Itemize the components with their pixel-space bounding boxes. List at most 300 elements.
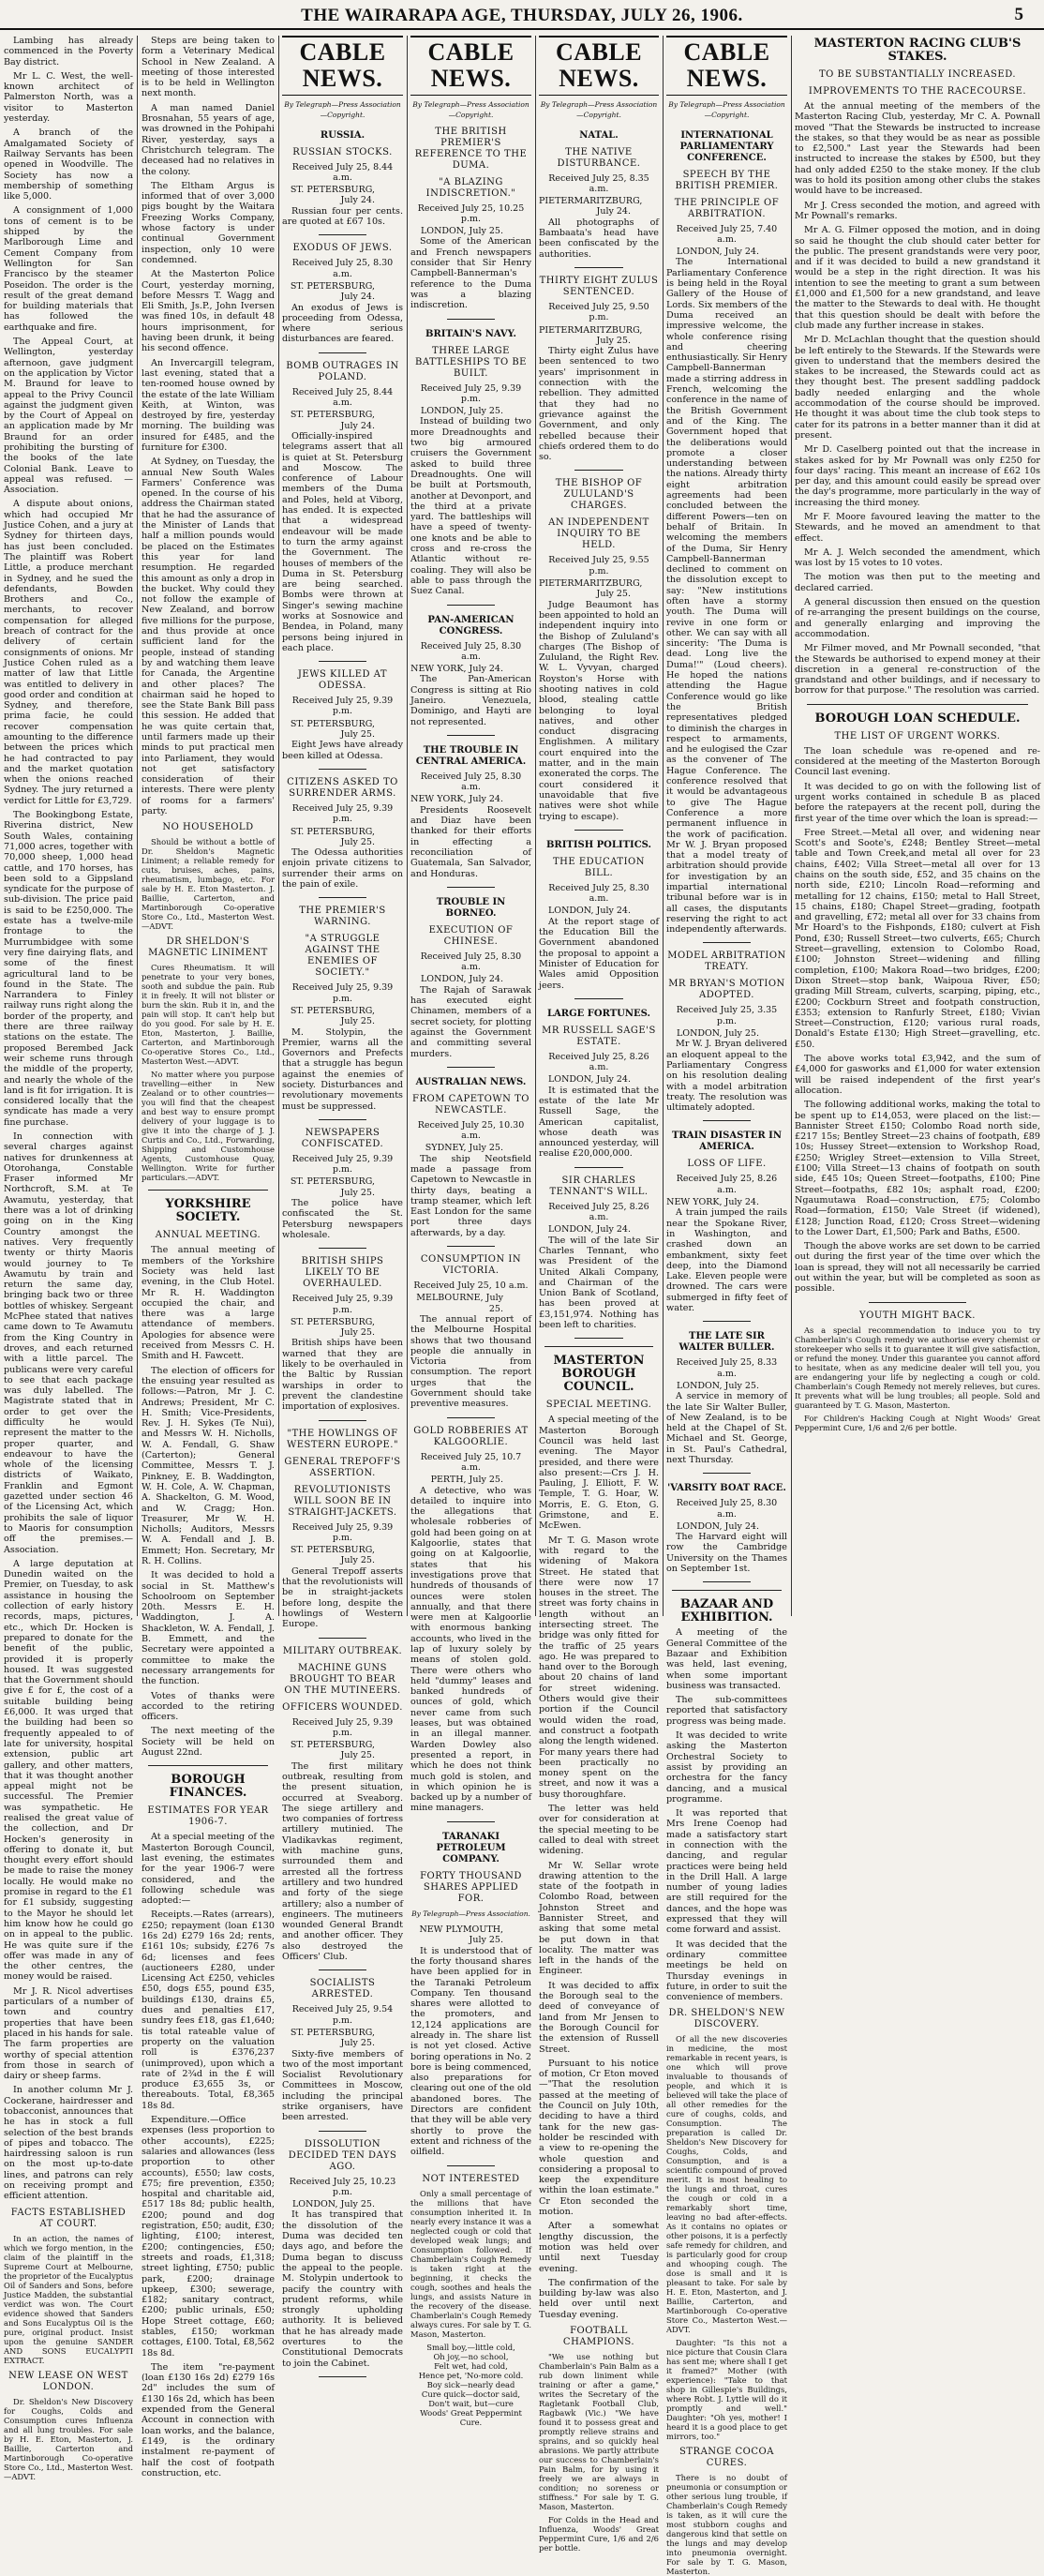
column-3 [282,36,403,2369]
news-paragraph: At the Masterton Police Court, yesterday morning, before Messrs T. Wagg and Eli Smith, Js.P., John Iversen was fined 10s, in default 48 hours imprisonment, for having been drunk, it being his second offence. [142,269,275,354]
verse-line: Small boy,—little cold, [426,2342,515,2352]
place-dateline: ST. PETERSBURG, July 24. [290,410,375,431]
place-dateline: LONDON, July 24. [676,1520,759,1532]
divider [574,267,622,268]
advt-text: For Colds in the Head and Influenza, Woods' Great Peppermint Cure, 1/6 and 2/6 per bottle. [539,2514,659,2553]
news-paragraph: It was decided to go on with the following list of urgent works contained in schedule B as placed before the ratepayers at the recent poll, during the first year of the time over which the loan is spread:— [795,781,1040,824]
byline: By Telegraph—Press Association. [411,1909,530,1918]
divider [703,1473,752,1474]
received-dateline: Received July 25, 8.30 a.m. [420,771,522,793]
cable-text: The International Parliamentary Conference is being held in the Royal Gallery of the House of Lords. Six members of the Duma received an impressive welcome, the whole conference rising and cheering enthusiastically. Sir Henry Campbell-Bannerman made a stirring address in French, welcoming the conference in the name of the British Government and of the King. The Government hoped that the deliberations would promote a closer understanding between the nations. Already thirty eight arbitration agreements had been concluded between the different Powers—ten on behalf of Britain. In welcoming the members of the Duma, Sir Henry Campbell-Bannerman declined to comment on the dissolution except to say: "New institutions often have a stormy youth. The Duma will revive in one form or other. We can say with all sincerity: 'The Duma is dead. Long live the Duma!'" (Loud cheers). He hoped the nations attending the Hague Conference would go like the British representatives pledged to diminish the charges in respect to armaments, and he eulogised the Czar as the convener of The Hague Conference. The conference resolved that it would be advantageous to give The Hague Conference a more permanent influence in the work of pacification. Mr W. J. Bryan proposed that a model treaty of arbitration should provide for investigation by an impartial international tribunal before war is in all cases, the disputants reserving the right to act independently afterwards. [666,257,787,936]
divider [319,1969,367,1970]
cable-subheading: EXECUTION OF CHINESE. [428,924,514,947]
cable-text: The will of the late Sir Charles Tennant, who was President of the United Alkali Company, and Chairman of the Union Bank of Scotland, has been proved at £3,151,974. Nothing has been left to charities. [539,1235,659,1331]
news-paragraph: The motion was then put to the meeting and declared carried. [795,572,1040,593]
finances-paragraphs [142,1832,275,2479]
advt-text: For Children's Hacking Cough at Night Woods' Great Peppermint Cure, 1/6 and 2/6 per bottle. [795,1413,1040,1432]
news-paragraph: Mr Filmer moved, and Mr Pownall seconded, "that the Stewards be authorised to expend money at their discretion in a general re-construction of the grandstand and other buildings, and if necessary to borrow for that purpose." The resolution was carried. [795,643,1040,696]
place-dateline: LONDON, July 25. [676,1028,759,1040]
cable-subheading: RUSSIAN STOCKS. [292,146,393,157]
place-dateline: LONDON, July 24. [547,906,631,917]
place-dateline: LONDON, July 24. [420,974,503,985]
advt-heading: STRANGE COCOA CURES. [679,2447,774,2469]
cable-subheading: GOLD ROBBERIES AT KALGOORLIE. [413,1425,529,1447]
divider [447,1246,496,1247]
divider [319,1420,367,1421]
place-dateline: ST. PETERSBURG, July 25. [290,1176,375,1198]
cable-text: The Rajah of Sarawak has executed eight Chinamen, members of a secret society, for plotting against the Government and committing several murders. [410,984,531,1059]
place-dateline: PIETERMARITZBURG, July 24. [539,196,643,217]
news-paragraph: Mr A. G. Filmer opposed the motion, and in doing so said he thought the club should cater better for the public. The present grandstands were very poor, and if it was decided to build a new grandstand it would be a step in the right direction. It was his intention to see the meeting to grant a sum between £1,000 and £1,500 for a new grandstand, and leave the matter to the Stewards to deal with. He thought that this question should be dealt with before the club made any further increase in stakes. [795,225,1040,331]
received-dateline: Received July 25, 10 a.m. [413,1281,529,1292]
news-paragraph: The sub-committees reported that satisfactory progress was being made. [666,1695,787,1727]
section-heading: MASTERTON BOROUGH COUNCIL. [553,1354,645,1395]
cable-subheading: "THE HOWLINGS OF WESTERN EUROPE." [286,1428,399,1450]
news-paragraph: Though the above works are set down to be carried out during the first year of the time over which the loan is spread, they will not all necessarily be carried out within the year, but will be completed as soon as possible. [795,1241,1040,1295]
byline: By Telegraph—Press Association—Copyright. [540,100,658,120]
advt-text: Of all the new discoveries in medicine, the most remarkable in recent years, is one which will prove invaluable to thousands of people, and which it is believed will take the place of all other remedies for the cure of coughs, colds, and Consumption. The preparation is called Dr. Sheldon's New Discovery for Coughs, Colds, and Consumption, and is a scientific compound of proved merit. It is most healing to the lungs and throat, cures the cough or cold in a remarkably short time, leaving no bad after-effects. As it contains no opiates or other poisons, it is a perfectly safe remedy for children, and is particularly good for croup and whooping cough. The dose is small and it is pleasant to take. For sale by H. E. Eton, Masterton, and J. Baillie, Carterton, and Martinborough Co-operative Store Co., Masterton West.—ADVT. [666,2034,787,2335]
divider [869,1302,967,1303]
cable-subheading: THE BISHOP OF ZULULAND'S CHARGES. [555,478,643,512]
place-dateline: ST. PETERSBURG, July 24. [290,280,375,303]
cable-text: Eight Jews have already been killed at Odessa. [282,740,403,761]
news-paragraph: At a special meeting of the Masterton Borough Council, last evening, the estimates for the year 1906-7 were considered, and the following schedule was adopted:— [142,1832,275,1907]
news-paragraph: The confirmation of the building by-law was also held over until next Tuesday evening. [539,2277,659,2320]
received-dateline: Received July 25, 8.44 a.m. [291,161,394,183]
cable-subheading: CITIZENS ASKED TO SURRENDER ARMS. [287,776,398,799]
bazaar-paragraphs [666,1627,787,2002]
cable-subheading: THE NATIVE DISTURBANCE. [557,146,641,169]
news-paragraph: Mr J. R. Nicol advertises particulars of a number of town and country properties that have been placed in his hands for sale. The farm properties are worthy of special attention from those in search of dairy or sheep farms. [4,1985,133,2082]
received-dateline: Received July 25, 8.26 a.m. [548,1051,649,1073]
received-dateline: Received July 25, 9.39 p.m. [291,982,394,1004]
place-dateline: ST. PETERSBURG, July 25. [290,1545,375,1566]
cable-heading: BRITAIN'S NAVY. [425,328,516,339]
divider [447,1417,496,1418]
section-subheading: THE LIST OF URGENT WORKS. [834,730,1001,741]
news-paragraph: A general discussion then ensued on the question of re-arranging the present buildings on the course, and generally enlarging and improving the accommodation. [795,597,1040,639]
news-paragraph: The item "re-payment (loan £130 16s 2d) £279 16s 2d" includes the sum of £130 16s 2d, which has been expended from the General Account in connection with loan works, and the balance, £149, is the ordinary instalment re-payment of half the cost of footpath construction, etc. [142,2361,275,2479]
column-rule [535,36,536,1616]
cable-heading: LARGE FORTUNES. [547,1008,650,1019]
cable-subheading: OFFICERS WOUNDED. [282,1701,403,1713]
advt-text: As a special recommendation to induce you to try Chamberlain's Cough remedy we authorise every chemist or storekeeper who sells it to guarantee it will give satisfaction, or refund the money. Under this guarantee you cannot afford to hesitate, when as any medicine dealer will tell you, you are endangering your life by neglecting a cough or cold. Chamberlain's Cough Remedy not merely relieves, but cures. It prevents what will be lung troubles; all people. Sold and guaranteed by T. G. Mason, Masterton. [795,1325,1040,1410]
advt-text: In an action, the names of which we forgo mention, in the claim of the plaintiff in the Supreme Court at Melbourne, the proprietor of the Eucalyptus Oil of Sanders and Sons, before Justice Madden, the substantial verdict was won. The Court evidence showed that Sanders and Sons Eucalyptus Oil is the pure, original product. Insist upon the genuine SANDER AND SONS EUCALYPTI EXTRACT. [4,2233,133,2365]
news-paragraph: The Appeal Court, at Wellington, yesterday afternoon, gave judgment on the application by Victor M. Braund for leave to appeal to the Privy Council against the judgment given by the Court of Appeal on an application made by Mr Braund for an order prohibiting the bursting of the books of the late Colonial Bank. Leave to appeal was refused. —Association. [4,337,133,496]
byline: By Telegraph—Press Association—Copyright. [284,100,401,120]
verse-line: Cure quick—doctor said, [421,2389,521,2399]
news-paragraph: Mr T. G. Mason wrote with regard to the widening of Makora Street. He stated that there were now 17 houses in the street. The street was forty chains in length without an intersecting street. The bridge was only fitted for the traffic of 25 years ago. He was prepared to hand over to the Borough about 20 chains of land for street widening. Others would give their portion if the Council would widen the road, and construct a footpath along the length widened. For many years there had been practically no money spent on the street, and now it was a busy thoroughfare. [539,1535,659,1800]
cable-text: General Trepoff asserts that the revolutionists will be in straight-jackets before long, despite the howlings of Western Europe. [282,1565,403,1630]
cable-text: British ships have been warned that they are likely to be overhauled in the Baltic by Russian warships in order to prevent the clandestine importation of explosives. [282,1338,403,1413]
place-dateline: LONDON, July 25. [676,1380,759,1391]
news-paragraph: Mr D. McLachlan thought that the question should be left entirely to the Stewards. If the Stewards were given to understand that the members desired the stakes to be increased, the Stewards could act as they thought best. The present saddling paddock badly needed enlarging and the whole accommodation of the course should be improved. He thought it was about time the club took steps to cater for its patrons in a better manner than it did at present. [795,335,1040,441]
advt-heading: NOT INTERESTED [422,2173,520,2184]
divider [319,1638,367,1639]
cable-blocks [410,127,531,2166]
received-dateline: Received July 25, 8.30 a.m. [676,1498,778,1520]
news-paragraph: It was reported that Mrs Irene Coenop had made a satisfactory start in connection with the dancing, and regular practices were being held in the Drill Hall. A large number of young ladies are still required for the dances, and the hope was expressed that they will come forward and assist. [666,1808,787,1936]
cable-text: M. Stolypin, the Premier, warns all the Governors and Prefects that a struggle has begun against the enemies of society. Disturbances and revolutionary movements must be suppressed. [282,1026,403,1112]
news-paragraph: It was decided to write asking the Masterton Orchestral Society to assist by providing an orchestra for the fancy dancing, and a musical programme. [666,1730,787,1805]
cable-subheading: DISSOLUTION DECIDED TEN DAYS AGO. [288,2138,397,2172]
news-paragraph: An Invercargill telegram, last evening, stated that a ten-roomed house owned by the estate of the late William Keith, at Winton, was destroyed by fire, yesterday morning. The building was insured for £485, and the furniture for £300. [142,357,275,453]
news-paragraph: The Eltham Argus is informed that of over 3,000 pigs bought by the Waitara Freezing Works Company, whose factory is under continual Government inspection, only 10 were condemned. [142,180,275,265]
news-paragraph: It was decided to hold a social in St. Matthew's Schoolroom on September 20th. Messrs E. H. Waddington, J. A. Shackleton, W. A. Fendall, J. B. Emmett, and the Secretary were appointed a committee to make the necessary arrangements for the function. [142,1570,275,1687]
cable-text: Thirty eight Zulus have been sentenced to two years' imprisonment in connection with the rebellion. They admitted that they had no grievance against the Government, and only rebelled because their chiefs ordered them to do so. [539,346,659,463]
divider [447,1821,496,1822]
divider [319,234,367,235]
column-rule [137,36,138,1616]
cable-text: Sixty-five members of two of the most important Socialist Revolutionary Committees in Moscow, including the principal strike organisers, have been arrested. [282,2048,403,2123]
verse-line: Don't wait, but—cure [428,2398,514,2408]
cable-heading: TRAIN DISASTER IN AMERICA. [671,1131,783,1153]
received-dateline: Received July 25, 10.7 a.m. [420,1451,522,1473]
received-dateline: Received July 25, 8.30 a.m. [420,951,522,973]
place-dateline: ST. PETERSBURG, July 25. [290,718,375,741]
place-dateline: ST. PETERSBURG, July 25. [290,826,375,847]
cable-text: Some of the American and French newspapers consider that Sir Henry Campbell-Bannerman's reference to the Duma was a blazing indiscretion. [410,236,531,311]
news-paragraph: After a somewhat lengthy discussion, the motion was held over until next Tuesday evening. [539,2221,659,2274]
news-paragraph: A consignment of 1,000 tons of cement is to be shipped by the Marlborough Lime and Cement Company from Wellington for San Francisco by the steamer Poseidon. The order is the result of the great demand for building materials that has followed the earthquake and fire. [4,205,133,333]
news-paragraph: A special meeting of the Masterton Borough Council was held last evening. The Mayor presided, and there were also present:—Crs J. H. Pauling, J. Elliott, F. W. Temple, T. G. Hoar, W. Morris, E. G. Eton, G. Grimstone, and E. McEwen. [539,1415,659,1532]
place-dateline: ST. PETERSBURG, July 24. [290,185,375,206]
advt-text: There is no doubt of pneumonia or consumption or other serious lung trouble, if Chamberlain's Cough Remedy is taken, as it will cure the most stubborn coughs and dangerous kind that settle on the lungs and may develop into pneumonia overnight. For sale by T. G. Mason, Masterton. [666,2473,787,2576]
cable-text: Mr W. J. Bryan delivered an eloquent appeal to the Parliamentary Congress on his resolution dealing with a model arbitration treaty. The resolution was ultimately adopted. [666,1039,787,1114]
news-paragraph: Mr A. J. Welch seconded the amendment, which was lost by 15 votes to 10 votes. [795,547,1040,569]
cable-text: It is understood that of the forty thousand shares have been applied for in the Taranaki Petroleum Company. Ten thousand shares were allotted to the promoters, and 12,124 applications are already in. The share list is not yet closed. Active boring operations in No. 2 bore is being commenced, also preparations for clearing out one of the old abandoned bores. The Directors are confident that they will be able very shortly to prove the extent and richness of the oilfield. [410,1945,531,2158]
cable-subheading: MODEL ARBITRATION TREATY. [667,951,786,973]
cable-news-title: CABLE NEWS. [410,36,531,96]
advt-text: "We use nothing but Chamberlain's Pain Balm as a rub down liniment while training or after a game," writes the Secretary of the Ragletank Football Club, Ragbawk (Vic.) "We have found it to possess great and promptly relieve strains and sprains, and so quickly heal abrasions. We partly attribute our success to Chamberlain's Pain Balm, for by using it freely we are always in condition; no soreness or stiffness." For sale by T. G. Mason, Masterton. [539,2351,659,2511]
news-paragraph: It was decided that the ordinary committee meetings be held on Thursday evenings in future, in order to suit the convenience of members. [666,1939,787,2003]
news-paragraph: A large deputation at Dunedin waited on the Premier, on Tuesday, to ask assistance in housing the collection of early history records, maps, pictures, etc., which Dr. Hocken is prepared to donate for the benefit of the public, provided it is properly housed. It was suggested that the Government should give £ for £, the cost of a suitable building being £6,000. It was urged that the building had been so frequently appealed to of late for university, hospital extension, public art gallery, and other matters, that it was thought another appeal might not be successful. The Premier was sympathetic. He realised the great value of the collection, and Dr Hocken's generosity in offering to donate it, but thought every effort should be made to raise the money locally. He would make no promise in regard to the £1 for £1 subsidy, suggesting to the Mayor he should let him know how he could go on in appeal to the public. He was quite sure if the offer was made in any of the other centres, the money would be raised. [4,1558,133,1983]
cable-subheading: FROM CAPETOWN TO NEWCASTLE. [412,1093,529,1116]
news-paragraph: Mr D. Caselberg pointed out that the increase in stakes asked for by Mr Pownall was only £250 for four days' racing. This meant an increase of £62 10s per day, and this amount could easily be spread over the day's programme, more particularly in the way of increasing the third money. [795,444,1040,508]
divider [703,1120,752,1121]
cable-text: The ship Neotsfield made a passage from Capetown to Newcastle in thirty days, beating a tramp steamer, which left East London for the same port three days afterwards, by a day. [410,1153,531,1238]
section-heading: MASTERTON RACING CLUB'S STAKES. [813,37,1022,64]
section-heading: YORKSHIRE SOCIETY. [165,1197,251,1225]
divider [447,1067,496,1068]
cable-text: An exodus of Jews is proceeding from Odessa, where serious disturbances are feared. [282,302,403,345]
news-paragraph: A dispute about onions, which had occupied Mr Justice Cohen, and a jury at Sydney for thirteen days, has just been concluded. The plaintiff was Robert Little, a produce merchant in Sydney, and he sued the defendants, Bowden Brothers and Co., merchants, to recover compensation for alleged breach of contract for the delivery of certain consignments of onions. Mr Justice Cohen ruled as a matter of law that Little was entitled to delivery in good order and condition at Sydney, and therefore, prima facie, he could recover compensation amounting to the difference between the prices which he had contracted to pay and the market quotation when the onions reached Sydney. The jury returned a verdict for Little for £3,729. [4,499,133,806]
news-paragraph: At the annual meeting of the members of the Masterton Racing Club, yesterday, Mr C. A. Pownall moved "That the Stewards be instructed to increase the stakes, so that they would be as near as possible to £2,500." Last year the Stewards had been instructed to increase the stakes by £500, but they had only added £250 to the stake money. If the club was to hold its position among other clubs the stakes would have to be increased. [795,101,1040,197]
cable-subheading: THE PRINCIPLE OF ARBITRATION. [674,197,780,219]
cable-text: The first military outbreak, resulting from the present situation, occurred at Sveaborg. The siege artillery and two companies of fortress artillery mutinied. The Vladikavkas regiment, with machine guns, surrounded them and arrested all the fortress artillery and two hundred and forty of the siege artillery; also a number of engineers. The mutineers wounded General Brandt and another officer. They also destroyed the Officers' Club. [282,1760,403,1963]
cable-subheading: GENERAL TREPOFF'S ASSERTION. [284,1456,401,1478]
section-subheading: SPECIAL MEETING. [545,1400,652,1411]
advt-heading: FACTS ESTABLISHED AT COURT. [10,2207,127,2229]
received-dateline: Received July 25, 9.39 p.m. [420,382,522,404]
verse-line: Felt wet, had cold, [434,2360,508,2371]
cable-subheading: SPEECH BY THE BRITISH PREMIER. [675,169,779,191]
section-subheading: ANNUAL MEETING. [155,1230,261,1241]
racing-paragraphs [795,101,1040,696]
verse-line: Hence pet, 'No-more cold. [418,2370,524,2380]
section-heading: BOROUGH FINANCES. [169,1773,247,1801]
advt-text: Dr. Sheldon's New Discovery for Coughs, Colds and Consumption cures Influenza and all lung troubles. For sale by H. E. Eton, Masterton, J. Baillie, Carterton and Martinborough Co-operative Store Co., Ltd., Masterton West.—ADVT. [4,2396,133,2481]
cable-heading: PAN-AMERICAN CONGRESS. [427,614,515,637]
received-dateline: Received July 25, 8.30 a.m. [420,640,522,662]
cable-heading: TARANAKI PETROLEUM COMPANY. [436,1831,506,1865]
place-dateline: NEW PLYMOUTH, July 25. [419,1925,503,1946]
received-dateline: Received July 25, 9.39 p.m. [291,696,394,717]
cable-news-title: CABLE NEWS. [539,36,659,96]
divider [574,470,622,471]
byline: By Telegraph—Press Association—Copyright. [412,100,529,120]
place-dateline: LONDON, July 25. [420,226,503,237]
divider [319,1119,367,1120]
cable-subheading: MR BRYAN'S MOTION ADOPTED. [668,979,785,1001]
divider [319,769,367,770]
news-paragraph: The letter was held over for consideration at the special meeting to be called to deal with street widening. [539,1804,659,1857]
place-dateline: ST. PETERSBURG, July 25. [290,1005,375,1027]
received-dateline: Received July 25, 9.39 p.m. [291,1153,394,1176]
cable-subheading: BRITISH SHIPS LIKELY TO BE OVERHAULED. [301,1256,384,1290]
cable-text: It has transpired that the dissolution of the Duma was decided ten days ago, and before the Duma began to discuss the appeal to the people. M. Stolypin undertook to pacify the country with prudent reforms, while strongly upholding authority. It is believed that he has already made overtures to the Constitutional Democrats to join the Cabinet. [282,2209,403,2369]
cable-text: Instead of building two more Dreadnoughts and two big armoured cruisers the Government asked to build three Dreadnoughts. One will be built at Portsmouth, another at Devonport, and the third at a private yard. The battleships will have a speed of twenty-one knots and be able to cross and re-cross the Atlantic without re-coaling. They will also be able to pass through the Suez Canal. [410,416,531,597]
news-paragraph: Expenditure.—Office expenses (less proportion to other accounts), £225; salaries and allowances (less proportion to other accounts), £550; law costs, £75; fire prevention, £350; hospital and charitable aid, £517 18s 8d; public health, £200; pound and dog registration, £50; audit, £30; lighting, £100; interest, £200; contingencies, £50; streets and roads, £1,318; street lighting, £750; public park, £200; drainage upkeep, £300; sewerage, £182; sanitary contract, £200; public urinals, £50; Hope Street cottage, £60; stables, £150; workman cottages, £100. Total, £8,562 18s 8d. [142,2115,275,2359]
divider [703,1321,752,1322]
place-dateline: ST. PETERSBURG, July 25. [290,1740,375,1761]
verse-line: Woods' Great Peppermint Cure. [420,2407,522,2427]
cable-subheading: SIR CHARLES TENNANT'S WILL. [549,1175,649,1197]
section-subheading: ESTIMATES FOR YEAR 1906-7. [147,1805,269,1828]
cable-text: A train jumped the rails near the Spokane River, in Washington, and crashed down an embankment, sixty feet deep, into the Diamond Lake. Eleven people were drowned. The cars were submerged in fifty feet of water. [666,1207,787,1314]
verse [410,2343,531,2427]
cable-heading: INTERNATIONAL PARLIAMENTARY CONFERENCE. [679,129,774,163]
divider [319,897,367,898]
received-dateline: Received July 25, 10.23 p.m. [289,2176,396,2197]
cable-text: Presidents Roosevelt and Diaz have been thanked for their efforts in effecting a reconciliation of Guatemala, San Salvador, and Honduras. [410,804,531,879]
cable-text: The Harvard eight will row the Cambridge University on the Thames on September 1st. [666,1532,787,1575]
news-paragraph: Mr J. Cress seconded the motion, and agreed with Mr Pownall's remarks. [795,200,1040,221]
news-paragraph: A meeting of the General Committee of the Bazaar and Exhibition was held, last evening, when some important business was transacted. [666,1627,787,1691]
received-dateline: Received July 25, 8.35 a.m. [548,172,649,194]
column-rule [407,36,408,1616]
cable-subheading: THE BRITISH PREMIER'S REFERENCE TO THE DUMA. [414,126,528,171]
cable-subheading: THREE LARGE BATTLESHIPS TO BE BUILT. [415,345,527,379]
cable-heading: BRITISH POLITICS. [545,839,652,850]
place-dateline: NEW YORK, July 24. [666,1197,759,1208]
cable-heading: RUSSIA. [320,129,365,141]
news-paragraph: The above works total £3,942, and the sum of £4,000 for gasworks and £1,000 for water extension will be raised independent of the first year's allocation. [795,1054,1040,1096]
cable-subheading: REVOLUTIONISTS WILL SOON BE IN STRAIGHT-JACKETS. [288,1484,397,1518]
news-paragraph: A man named Daniel Brosnahan, 55 years of age, was drowned in the Pohipahi River, yesterday, says a Christchurch telegram. The deceased had no relatives in the colony. [142,102,275,177]
verse-line: Boy sick—nearly dead [426,2379,515,2389]
council-paragraphs [539,1415,659,2320]
received-dateline: Received July 25, 7.40 a.m. [676,223,778,245]
received-dateline: Received July 25, 9.39 p.m. [291,1294,394,1315]
news-paragraph: Receipts.—Rates (arrears), £250; repayment (loan £130 16s 2d) £279 16s 2d; rents, £161 10s; subsidy, £276 7s 6d; licenses and fees (auctioneers £280, under Licensing Act £250, vehicles £50, dogs £55, pound £35, buildings £130, drains £5, dues and penalties £17, sundry fees £18, gas £1,640; tis total rateable value of property on the valuation roll is £376,237 (unimproved), upon which a rate of 2¾d in the £ will produce £3,655 3s, or thereabouts. Total, £8,365 18s 8d. [142,1910,275,2111]
cable-subheading: EXODUS OF JEWS. [292,243,393,254]
received-dateline: Received July 25, 9.39 p.m. [291,1716,394,1738]
divider [703,1581,752,1582]
divider [574,830,622,831]
place-dateline: PIETERMARITZBURG, July 25. [539,324,643,346]
advt-text: No matter where you purpose travelling—either in New Zealand or to other countries—you will find that the cheapest and best way to ensure prompt delivery of your luggage is to give it into the charge of J. J. Curtis and Co., Ltd., Forwarding, Shipping and Customhouse Agents, Customhouse Quay, Wellington. Write for further particulars.—ADVT. [142,1070,275,1183]
news-paragraph: It was decided to affix the Borough seal to the deed of conveyance of land from Mr Jensen to the Borough Council for the extension of Russell Street. [539,1980,659,2055]
cable-text: It is estimated that the estate of the late Mr Russell Sage, the American capitalist, whose death was announced yesterday, will realise £20,000,000. [539,1085,659,1160]
divider [148,1190,268,1191]
section-heading: BAZAAR AND EXHIBITION. [679,1597,774,1625]
received-dateline: Received July 25, 8.26 a.m. [548,1201,649,1223]
verse-line: Oh joy,—no school, [433,2351,509,2361]
local-news-paragraphs [4,36,133,2202]
column-2 [142,36,275,2479]
received-dateline: Received July 25, 3.35 p.m. [676,1005,778,1026]
cable-subheading: CONSUMPTION IN VICTORIA. [420,1254,522,1277]
news-paragraph: Votes of thanks were accorded to the retiring officers. [142,1690,275,1723]
place-dateline: ST. PETERSBURG, July 25. [290,1316,375,1339]
received-dateline: Received July 25, 9.39 p.m. [291,1521,394,1543]
place-dateline: LONDON, July 24. [547,1224,631,1236]
section-subheading: TO BE SUBSTANTIALLY INCREASED. [818,69,1017,80]
cable-text: A detective, who was detailed to inquire into the allegations that wholesale robberies of gold had been going on at Kalgoorlie, states that going on at Kalgoorlie, states that his investigations prove that hundreds of thousands of ounces were stolen annually, and that there were men at Kalgoorlie with enormous banking accounts, who lived in the lap of luxury solely by means of stolen gold. There were others who held "dummy" leases and banked hundreds of ounces of gold, which never came from such leases, but was obtained in an illegal manner. Warden Dowley also presented a report, in which he does not think much gold is stolen, and in which opinion he is backed up by a number of mine managers. [410,1485,531,1814]
cable-text: A service in memory of the late Sir Walter Buller, of New Zealand, is to be held at the Chapel of St. Michael and St. George, in St. Paul's Cathedral, next Thursday. [666,1391,787,1465]
place-dateline: PERTH, July 25. [430,1475,503,1486]
divider [703,942,752,943]
divider [447,735,496,736]
divider [447,605,496,606]
yorkshire-paragraphs [142,1245,275,1758]
news-paragraph: Mr W. Sellar wrote drawing attention to the state of the footpath in Colombo Road, between Johnston Street and Bannister Street, and asking that some metal be put down in that locality. The matter was left in the hands of the Engineer. [539,1860,659,1977]
column-1 [4,36,133,2481]
column-7 [795,36,1040,1618]
cable-subheading: THIRTY EIGHT ZULUS SENTENCED. [539,275,659,297]
news-paragraph: At Sydney, on Tuesday, the annual New South Wales Farmers' Conference was opened. In the course of his address the Chairman stated that he had the assurance of the Minister of Lands that half a million pounds would be placed on the Estimates this year for land resumption. He regarded this amount as only a drop in the bucket. Why could they not follow the example of New Zealand, and borrow five millions for the purpose, and thus provide at once sufficient land for the people, instead of standing by and watching them leave for Canada, the Argentine and other places? The chairman said he hoped to see the State Bank Bill pass this session. He added that he was quite certain that, until farmers made up their minds to put practical men into Parliament, they would not get satisfactory consideration of their interests. There were plenty of rooms for a farmers' party. [142,457,275,817]
divider [672,1590,781,1591]
news-paragraph: In another column Mr J. Cockerane, hairdresser and tobacconist, announces that he has in stock a full selection of the best brands of pipes and tobacco. The hairdressing saloon is run on the most up-to-date lines, and patrons can rely on receiving prompt and efficient attention. [4,2085,133,2202]
news-paragraph: The next meeting of the Society will be held on August 22nd. [142,1726,275,1759]
received-dateline: Received July 25, 8.26 a.m. [676,1174,778,1195]
received-dateline: Received July 25, 8.30 a.m. [291,258,394,279]
cable-text: At the report stage of the Education Bill the Government abandoned the proposal to appoint a Minister of Education for Wales amid Opposition jeers. [539,916,659,991]
divider [447,319,496,320]
news-paragraph: The annual meeting of members of the Yorkshire Society was held last evening, in the Club Hotel. Mr R. H. Waddington occupied the chair, and there was a large attendance of members. Apologies for absence were received from Messrs C. H. Smith and H. Fawcett. [142,1245,275,1362]
divider [807,704,1028,705]
column-rule [791,36,792,1616]
place-dateline: LONDON, July 24. [547,1074,631,1086]
cable-subheading: THE EDUCATION BILL. [552,856,645,878]
place-dateline: NEW YORK, July 24. [410,794,503,805]
cable-blocks [539,130,659,1340]
loan-paragraphs [795,746,1040,1295]
received-dateline: Received July 25, 8.33 a.m. [676,1357,778,1379]
cable-subheading: LOSS OF LIFE. [687,1159,767,1170]
newspaper-title: THE WAIRARAPA AGE, THURSDAY, JULY 26, 1906. [301,6,743,25]
cable-subheading: FORTY THOUSAND SHARES APPLIED FOR. [420,1870,522,1904]
cable-heading: AUSTRALIAN NEWS. [415,1076,527,1087]
cable-text: All photographs of Bambaata's head have been confiscated by the authorities. [539,217,659,260]
place-dateline: LONDON, July 24. [676,247,759,258]
advt-heading: NEW LEASE ON WEST LONDON. [8,2370,128,2392]
cable-heading: NATAL. [579,129,619,141]
divider [574,1167,622,1168]
cable-heading: TROUBLE IN BORNEO. [436,896,506,919]
divider [544,1346,652,1347]
cable-news-title: CABLE NEWS. [282,36,403,96]
received-dateline: Received July 25, 9.54 p.m. [291,2004,394,2026]
section-subheading: IMPROVEMENTS TO THE RACECOURSE. [808,86,1027,97]
news-paragraph: Mr L. C. West, the well-known architect of Palmerston North, was a visitor to Masterton yesterday. [4,70,133,125]
cable-blocks [666,130,787,1583]
divider [574,1338,622,1339]
advt-text: Should be without a bottle of Dr. Sheldon's Magnetic Liniment; a reliable remedy for cuts, bruises, aches, pains, rheumatism, lumbago, etc. For sale by H. E. Eton Masterton. J. Baillie, Carterton, and Martinborough Co-operative Store Co., Ltd., Masterton West.—ADVT. [142,837,275,932]
news-paragraph: The loan schedule was re-opened and re-considered at the meeting of the Masterton Borough Council last evening. [795,745,1040,778]
masthead [0,0,1044,30]
cable-subheading: JEWS KILLED AT ODESSA. [297,669,388,692]
divider [319,352,367,353]
column-rule [278,36,279,1616]
news-paragraph: The following additional works, making the total to be spent up to £14,053, were placed on the list:—Bannister Street £150; Colombo Road north side, £217 15s; Bentley Street—23 chains of footpath, £89 10s; Hussey Street—extension to Workshop Road, £250; Wrigley Street—extension to Villa Street, £100; Villa Street—13 chains of footpath on south side, £45 10s; Queen Street—footpaths, £100; Pine Street—footpaths, £82 10s; asphalt road, £200; Ngaumutawa Road—construction, £75; Colombo Road—formation, £150; Vale Street (if widened), £128; Junction Road, £120; Cross Street—widening to the Lower Dart, £1,500; Park and Baths, £500. [795,1100,1040,1237]
cable-text: Russian four per cents. are quoted at £67 10s. [282,205,403,228]
received-dateline: Received July 25, 10.30 a.m. [417,1119,525,1142]
advt-text: Cures Rheumatism. It will penetrate to your very bones, sooth and subdue the pain. Rub it in freely. It will not blister or burn the skin. Rub it in, and the pain will stop. It can't help but do you good. For sale by H. E. Eton, Masterton, J. Baillie, Carterton, and Martinborough Co-operative Stores Co., Ltd., Masterton West.—ADVT. [142,963,275,1067]
cable-subheading: MR RUSSELL SAGE'S ESTATE. [542,1025,656,1047]
column-6 [666,36,787,2576]
cable-subheading: MILITARY OUTBREAK. [282,1645,403,1656]
cable-subheading: THE PREMIER'S WARNING. [299,906,386,928]
page-number: 5 [1014,5,1023,24]
advt-heading: NO HOUSEHOLD [162,822,254,833]
cable-subheading: AN INDEPENDENT INQUIRY TO BE HELD. [548,517,649,551]
section-heading: BOROUGH LOAN SCHEDULE. [814,711,1021,726]
cable-heading: THE TROUBLE IN CENTRAL AMERICA. [415,744,527,767]
advt-heading: FOOTBALL CHAMPIONS. [562,2325,635,2347]
news-paragraph: Steps are being taken to form a Veterinary Medical School in New Zealand. A meeting of those interested is to be held in Wellington next month. [142,36,275,99]
news-paragraph: The Bookingbong Estate, Riverina district, New South Wales, containing 71,000 acres, together with 70,000 sheep, 1,000 head cattle, and 170 horses, has been sold to a Gippsland syndicate for the purpose of sub-division. The price paid is said to be £250,000. The estate has a twelve-mile frontage to the Murrumbidgee with some very fine dairying flats, and some of the finest agricultural land to be found in the State. The Narrandera to Finley railway runs right along the border of the property, and there are three railway stations on the estate. The proposed Berembed Jack weir scheme runs through the middle of the property, and nearly the whole of the land is fit for irrigation. It is considered locally that the syndicate has made a very fine purchase. [4,810,133,1128]
place-dateline: LONDON, July 25. [291,2199,375,2210]
received-dateline: Received July 25, 10.25 p.m. [417,202,525,224]
news-paragraph: In connection with several charges against natives for drunkenness at Otorohanga, Constable Fraser informed Mr Northcroft, S.M. at Te Awamutu, yesterday, that there was a lot of drinking going on in the King Country amongst the natives. Very frequently twenty or thirty Maoris would journey to Te Awamutu by train and return the same day, bringing back two or three bottles of whiskey. Sergeant McPhee stated that natives came down to Te Awamutu from the King Country in droves, and each returned with a little parcel. The publicans were very careful to see that each package was duly labelled. The Magistrate stated that in order to get over the difficulty he would represent the matter to the proper quarter, and endeavour to have the whole of the licensing districts of Waikato, Franklin and Egmont gazetted under section 46 of the Licensing Act, which prohibits the sale of liquor to Maoris for consumption off the premises.—Association. [4,1131,133,1555]
cable-subheading: SOCIALISTS ARRESTED. [309,1978,376,2000]
news-paragraph: Mr F. Moore favoured leaving the matter to the Stewards, and he moved an amendment to that effect. [795,511,1040,544]
news-paragraph: A branch of the Amalgamated Society of Railway Servants has been opened in Woodville. The Society has now a membership of something like 5,000. [4,127,133,202]
news-paragraph: Free Street.—Metal all over, and widening near Scott's and Soote's, £248; Bentley Street—metal table and Town Creek,and metal all over for 23 chains, £402; Villa Street—metal all over for 13 chains on the south side, £52, and 35 chains on the north side, £210; Lincoln Road—reforming and metalling for 12 chains, £150; metal to Hall Street, 15 chains, £180; Chapel Street—grading, footpath and gravelling, £72; metal all over for 33 chains from Mr Hoard's to the Fishponds, £180; culvert at Fish Pond, £30; Russell Street—two culverts, £65; Church Street—gravelling, extension to Colombo Road, £100; Johnston Street—widening and filling completion, £100; Makora Road—two bridges, £200; Dixon Street—stop bank, Waipoua River, £50; grading Mill Stream, culverts, scarping, piping, etc., £200; Cockburn Street and footpath construction, £353; extension to Ranfurly Street, £180; Vivian Street—Construction, £120; various rural roads, Donald's Estate £130; High Street—gravelling, etc. £50. [795,827,1040,1050]
cable-subheading: BOMB OUTRAGES IN POLAND. [286,360,399,382]
received-dateline: Received July 25, 8.30 a.m. [548,882,649,905]
news-paragraph: The election of officers for the ensuing year resulted as follows:—Patron, Mr J. C. Andrews; President, Mr C. H. Smith; Vice-Presidents, Rev. J. H. Sykes (Te Nui), and Messrs W. H. Nicholls, W. A. Fendall, G. Shaw (Carterton); General Committee, Messrs T. J. Pinkney, E. B. Waddington, W. H. Cole, A. W. Chapman, A. Shackelton, G. M. Wood, and W. Cragg; Hon. Treasurer, Mr W. H. Nicholls; Auditors, Messrs W. A. Fendall and J. B. Emmett; Hon. Secretary, Mr R. H. Collins. [142,1365,275,1566]
place-dateline: MELBOURNE, July 25. [416,1293,503,1314]
place-dateline: PIETERMARITZBURG, July 25. [539,578,643,600]
cable-subheading: "A STRUGGLE AGAINST THE ENEMIES OF SOCIETY." [305,934,380,979]
advt-text: Only a small percentage of the millions that have consumption inherited it. In nearly every instance it was a neglected cough or cold that developed weak lungs; and Consumption followed. If Chamberlain's Cough Remedy is taken right at the beginning, it checks the cough, soothes and heals the lungs, and assists Nature in the recovery of the disease. Chamberlain's Cough Remedy always cures. For sale by T. G. Mason, Masterton. [410,2188,531,2339]
received-dateline: Received July 25, 9.39 p.m. [291,802,394,825]
cable-subheading: MACHINE GUNS BROUGHT TO BEAR ON THE MUTINEERS. [284,1662,401,1696]
place-dateline: ST. PETERSBURG, July 25. [290,2027,375,2049]
divider [447,2165,496,2166]
cable-text: The police have confiscated the St. Petersburg newspapers wholesale. [282,1198,403,1240]
divider [319,661,367,662]
cable-heading: 'VARSITY BOAT RACE. [667,1483,786,1494]
divider [148,1765,268,1766]
cable-text: The Odessa authorities enjoin private citizens to surrender their arms on the pain of exile. [282,847,403,891]
place-dateline: LONDON, July 25. [420,406,503,417]
divider [574,998,622,999]
local-news-paragraphs [142,36,275,816]
cable-text: The Pan-American Congress is sitting at Rio Janeiro. Venezuela, Dominigo, and Hayti are not represented. [410,674,531,727]
advt-heading: YOUTH MIGHT BACK. [859,1310,976,1321]
column-5 [539,36,659,2553]
received-dateline: Received July 25, 9.55 p.m. [548,555,649,577]
advt-heading: DR SHELDON'S MAGNETIC LINIMENT [148,936,268,959]
cable-subheading: "A BLAZING INDISCRETION." [425,176,516,199]
divider [319,2131,367,2132]
cable-heading: THE LATE SIR WALTER BULLER. [679,1331,775,1354]
received-dateline: Received July 25, 8.44 a.m. [291,386,394,409]
